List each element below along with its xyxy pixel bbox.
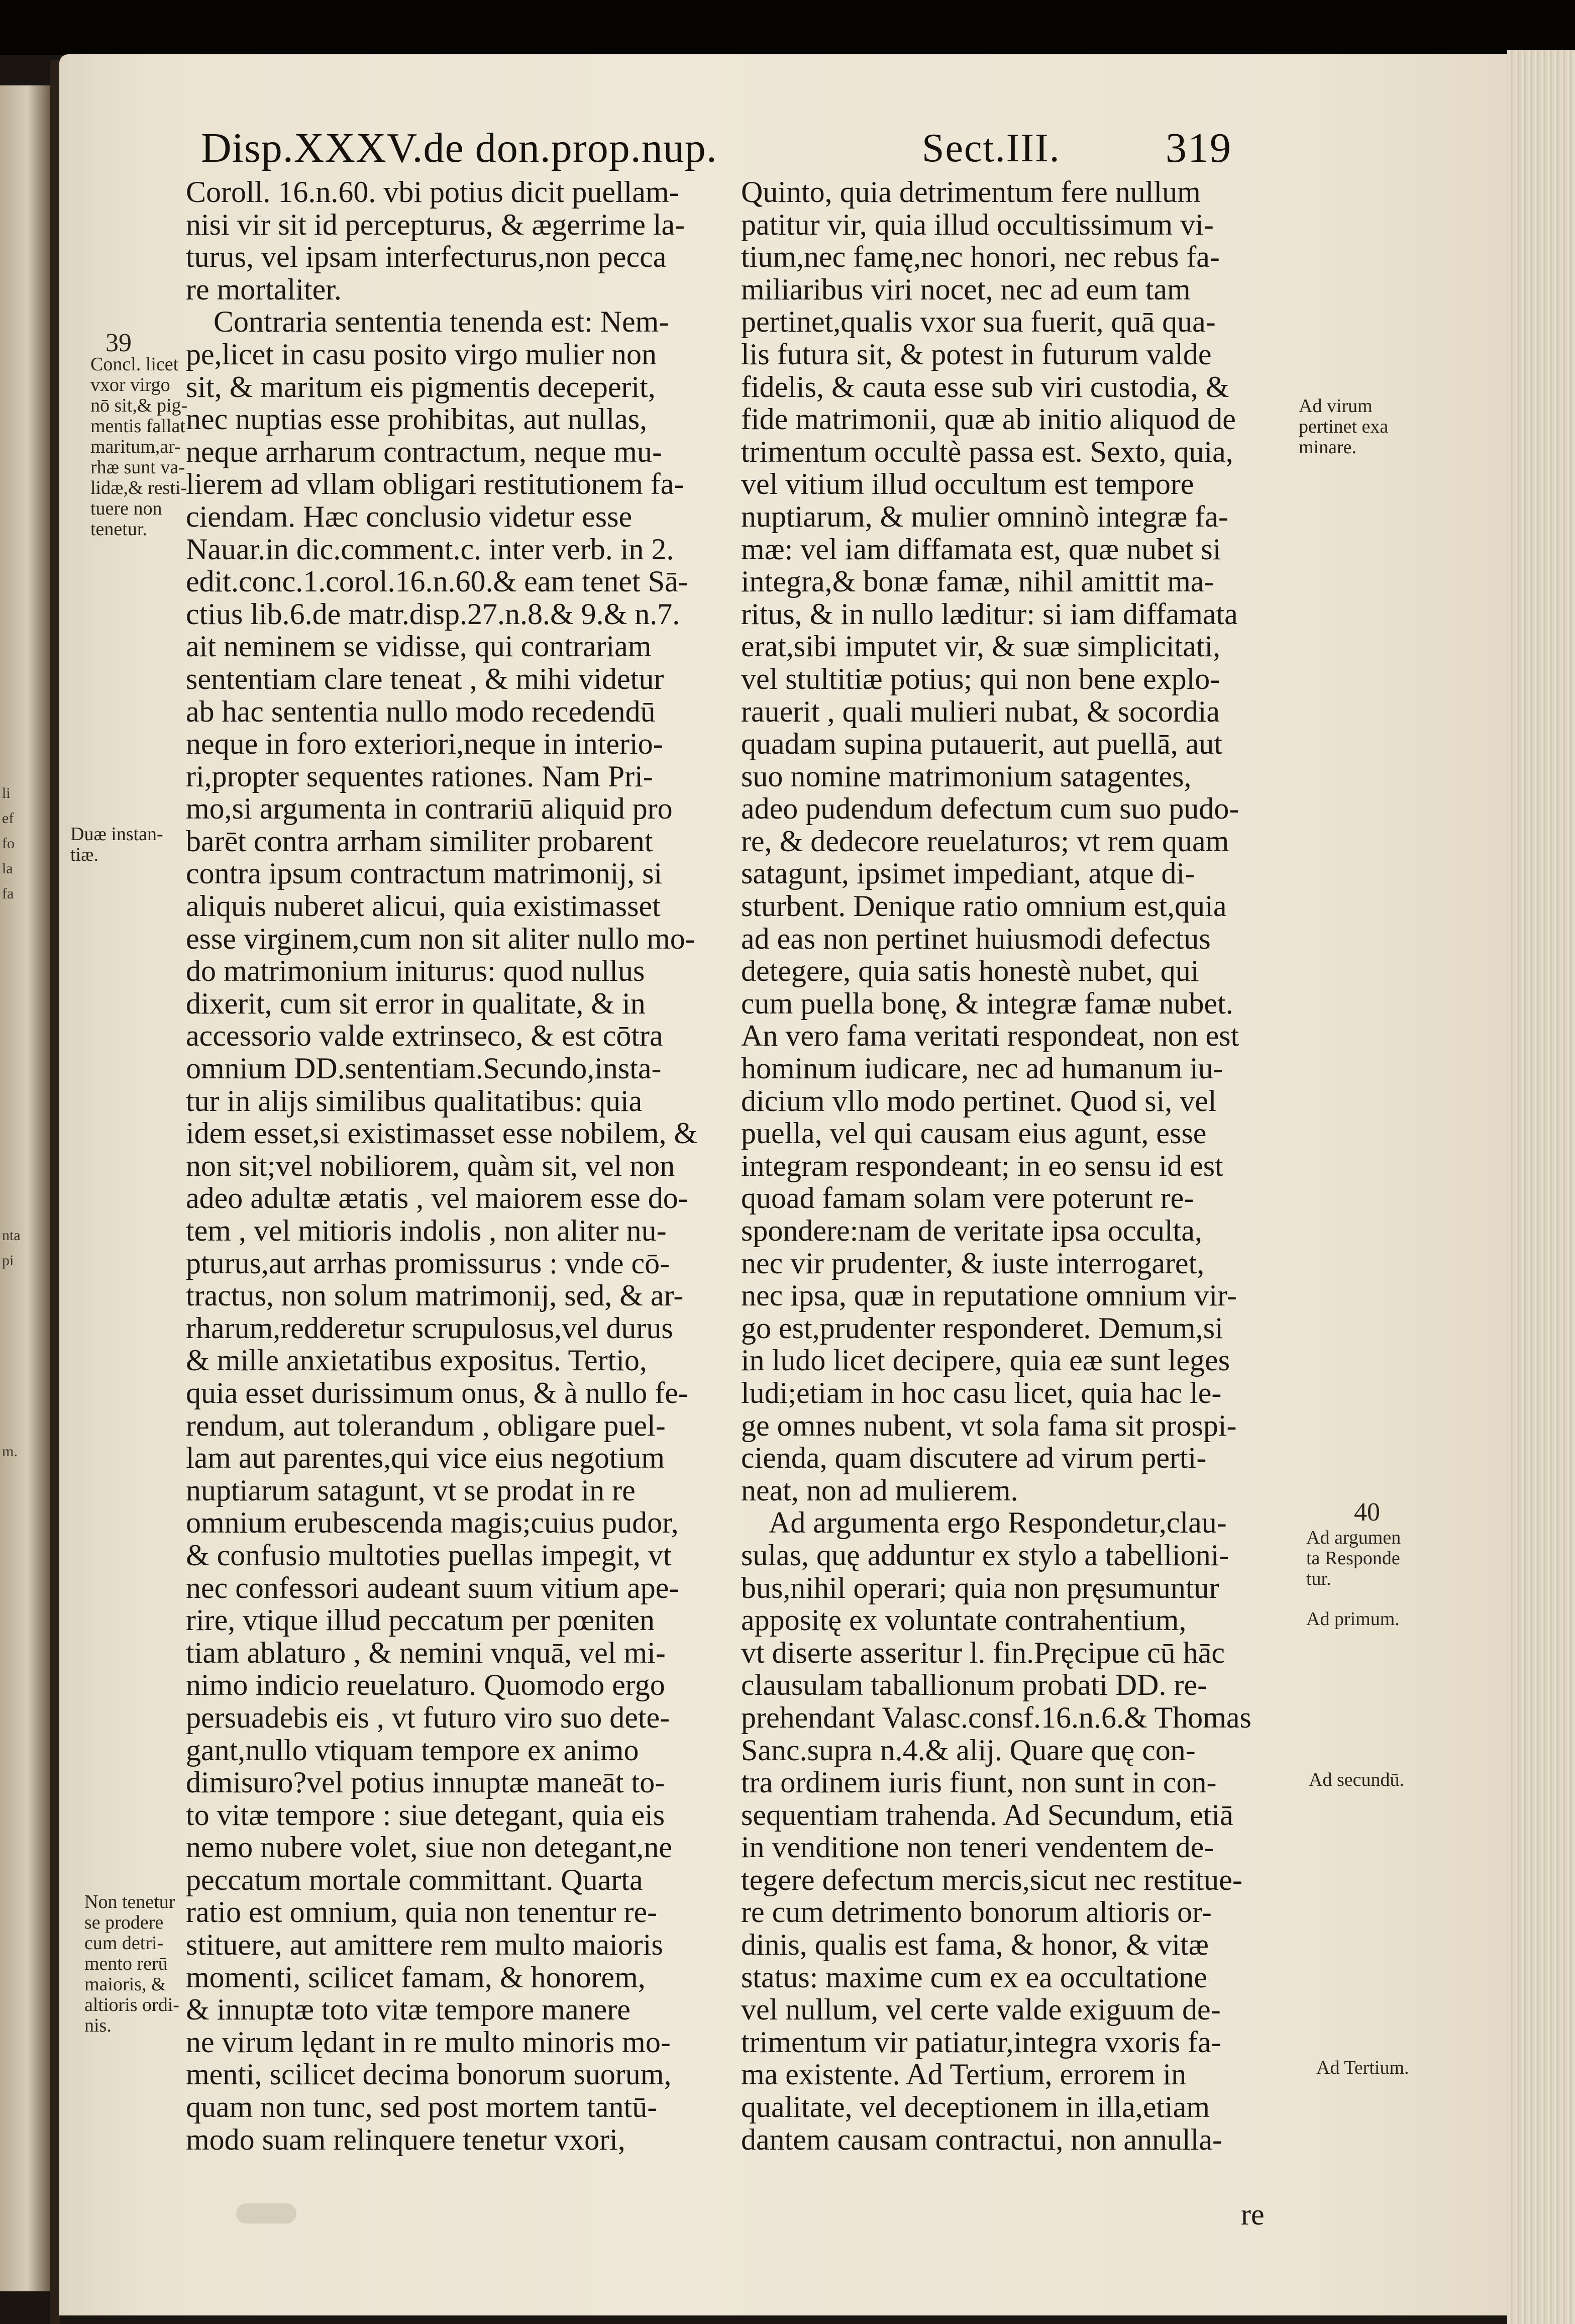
text-line: mo,si argumenta in contrariū aliquid pro bbox=[186, 792, 673, 826]
book-gutter bbox=[50, 60, 60, 2324]
text-line: stituere, aut amittere rem multo maioris bbox=[186, 1928, 663, 1962]
text-line: quia esset durissimum onus, & à nullo fe- bbox=[186, 1376, 688, 1409]
text-line: momenti, scilicet famam, & honorem, bbox=[186, 1960, 646, 1994]
text-line: Quinto, quia detrimentum fere nullum bbox=[741, 175, 1201, 209]
text-line: pertinet,qualis vxor sua fuerit, quā qua- bbox=[741, 305, 1216, 339]
text-line: vel vitium illud occultum est tempore bbox=[741, 467, 1194, 501]
text-line: integram respondeant; in eo sensu id est bbox=[741, 1149, 1223, 1182]
margin-note-ad-argumenta bbox=[1306, 1528, 1401, 1589]
text-line: barēt contra arrham similiter probarent bbox=[186, 824, 653, 858]
margin-note-non-tenetur bbox=[84, 1892, 179, 2036]
margin-note-ad-secundum: Ad secundū. bbox=[1309, 1769, 1404, 1790]
margin-number-39: 39 bbox=[106, 329, 132, 357]
text-line: esse virginem,cum non sit aliter nullo mo- bbox=[186, 922, 695, 955]
text-line: dimisuro?vel potius innuptæ maneāt to- bbox=[186, 1766, 665, 1799]
scan-background-top bbox=[0, 0, 1575, 55]
text-line: qualitate, vel deceptionem in illa,etiam bbox=[741, 2090, 1210, 2124]
text-line: satagunt, ipsimet impediant, atque di- bbox=[741, 857, 1195, 890]
text-line: ne virum lędant in re multo minoris mo- bbox=[186, 2025, 671, 2059]
text-line: in venditione non teneri vendentem de- bbox=[741, 1831, 1214, 1864]
text-line: peccatum mortale committant. Quarta bbox=[186, 1863, 643, 1896]
ink-smudge bbox=[236, 2203, 296, 2224]
text-line: rauerit , quali mulieri nubat, & socordia bbox=[741, 694, 1220, 728]
text-line: Coroll. 16.n.60. vbi potius dicit puellam- bbox=[186, 175, 679, 209]
margin-note-ad-primum: Ad primum. bbox=[1306, 1608, 1400, 1630]
text-line: puella, vel qui causam eius agunt, esse bbox=[741, 1117, 1207, 1150]
text-line: bus,nihil operari; quia non pręsumuntur bbox=[741, 1571, 1219, 1604]
text-line: nimo indicio reuelaturo. Quomodo ergo bbox=[186, 1668, 665, 1702]
text-line: vt diserte asseritur l. fin.Pręcipue cū hāc bbox=[741, 1636, 1225, 1669]
text-line: rire, vtique illud peccatum per pœniten bbox=[186, 1603, 655, 1637]
text-line: pe,licet in casu posito virgo mulier non bbox=[186, 337, 657, 371]
margin-note-line: mento rerū bbox=[84, 1953, 168, 1974]
text-line: miliaribus viri nocet, nec ad eum tam bbox=[741, 272, 1191, 306]
text-line: lis futura sit, & potest in futurum valde bbox=[741, 337, 1212, 371]
text-line: dicium vllo modo pertinet. Quod si, vel bbox=[741, 1084, 1217, 1118]
text-line: lierem ad vllam obligari restitutionem fa- bbox=[186, 467, 684, 501]
margin-note-line: nō sit,& pig- bbox=[90, 395, 188, 416]
text-line: nuptiarum, & mulier omninò integræ fa- bbox=[741, 499, 1228, 533]
margin-note-line: Ad argumen bbox=[1306, 1527, 1401, 1548]
text-line: rendum, aut tolerandum , obligare puel- bbox=[186, 1408, 666, 1442]
text-line: sit, & maritum eis pigmentis deceperit, bbox=[186, 370, 656, 403]
text-line: tractus, non solum matrimonij, sed, & ar- bbox=[186, 1279, 684, 1312]
text-line: idem esset,si existimasset esse nobilem, & bbox=[186, 1117, 698, 1150]
previous-page-edge bbox=[0, 85, 50, 2291]
text-line: patitur vir, quia illud occultissimum vi- bbox=[741, 208, 1214, 241]
text-line: trimentum vir patiatur,integra vxoris fa- bbox=[741, 2025, 1221, 2059]
section-label: Sect.III. bbox=[922, 126, 1061, 170]
text-line: tegere defectum mercis,sicut nec restitue- bbox=[741, 1863, 1242, 1896]
text-line: modo suam relinquere tenetur vxori, bbox=[186, 2123, 625, 2156]
text-line: status: maxime cum ex ea occultatione bbox=[741, 1960, 1208, 1994]
text-line: nec ipsa, quæ in reputatione omnium vir- bbox=[741, 1279, 1237, 1312]
text-line: tium,nec famę,nec honori, nec rebus fa- bbox=[741, 240, 1220, 274]
running-header bbox=[136, 121, 1232, 176]
text-line: & confusio multoties puellas impegit, vt bbox=[186, 1538, 672, 1572]
text-line: in ludo licet decipere, quia eæ sunt leges bbox=[741, 1344, 1230, 1377]
text-line: ludi;etiam in hoc casu licet, quia hac le- bbox=[741, 1376, 1222, 1409]
prev-page-fragment: pi bbox=[2, 1252, 14, 1269]
text-line: quadam supina putauerit, aut puellā, aut bbox=[741, 727, 1223, 761]
text-line: to vitæ tempore : siue detegant, quia eis bbox=[186, 1798, 665, 1832]
text-line: & innuptæ toto vitæ tempore manere bbox=[186, 1993, 631, 2027]
text-line: ri,propter sequentes rationes. Nam Pri- bbox=[186, 759, 653, 793]
text-line: quam non tunc, sed post mortem tantū- bbox=[186, 2090, 658, 2124]
text-line: menti, scilicet decima bonorum suorum, bbox=[186, 2058, 672, 2091]
catchword: re bbox=[1241, 2198, 1265, 2231]
margin-note-line: tur. bbox=[1306, 1568, 1331, 1589]
text-line: prehendant Valasc.consf.16.n.6.& Thomas bbox=[741, 1700, 1251, 1734]
margin-note-line: altioris ordi- bbox=[84, 1994, 179, 2015]
prev-page-fragment: fa bbox=[2, 885, 14, 902]
prev-page-fragment: la bbox=[2, 860, 13, 877]
text-line: omnium DD.sententiam.Secundo,insta- bbox=[186, 1052, 662, 1085]
text-line: adeo adultæ ætatis , vel maiorem esse do- bbox=[186, 1181, 688, 1215]
page-stack-edge bbox=[1507, 50, 1575, 2324]
text-line: re, & dedecore reuelaturos; vt rem quam bbox=[741, 824, 1229, 858]
text-line: gant,nullo vtiquam tempore ex animo bbox=[186, 1733, 639, 1767]
margin-note-line: maritum,ar- bbox=[90, 436, 181, 457]
text-line: ma existente. Ad Tertium, errorem in bbox=[741, 2058, 1187, 2091]
margin-note-line: lidæ,& resti- bbox=[90, 477, 187, 498]
text-line: nemo nubere volet, siue non detegant,ne bbox=[186, 1831, 673, 1864]
margin-note-duae-instantiae bbox=[70, 824, 163, 865]
text-line: do matrimonium initurus: quod nullus bbox=[186, 954, 645, 988]
margin-note-line: mentis fallat bbox=[90, 416, 185, 437]
margin-note-ad-tertium: Ad Tertium. bbox=[1316, 2057, 1409, 2078]
text-line: appositę ex voluntate contrahentium, bbox=[741, 1603, 1187, 1637]
text-line: omnium erubescenda magis;cuius pudor, bbox=[186, 1506, 679, 1540]
text-line: re mortaliter. bbox=[186, 272, 342, 306]
text-line: nec vir prudenter, & iuste interrogaret, bbox=[741, 1246, 1205, 1280]
text-line: vel stultitiæ potius; qui non bene explo- bbox=[741, 662, 1220, 695]
text-line: nec nuptias esse prohibitas, aut nullas, bbox=[186, 402, 648, 436]
text-line: Ad argumenta ergo Respondetur,clau- bbox=[769, 1506, 1227, 1540]
text-line: accessorio valde extrinseco, & est cōtra bbox=[186, 1019, 663, 1053]
margin-note-line: tenetur. bbox=[90, 519, 147, 540]
text-line: dinis, qualis est fama, & honor, & vitæ bbox=[741, 1928, 1209, 1962]
text-line: fidelis, & cauta esse sub viri custodia, & bbox=[741, 370, 1229, 403]
text-line: dantem causam contractui, non annulla- bbox=[741, 2123, 1222, 2156]
text-line: ctius lib.6.de matr.disp.27.n.8.& 9.& n.7. bbox=[186, 597, 680, 631]
text-line: tur in alijs similibus qualitatibus: quia bbox=[186, 1084, 643, 1118]
text-line: tiam ablaturo , & nemini vnquā, vel mi- bbox=[186, 1636, 666, 1669]
text-line: Sanc.supra n.4.& alij. Quare quę con- bbox=[741, 1733, 1196, 1767]
text-line: ab hac sententia nullo modo recedendū bbox=[186, 694, 656, 728]
text-line: vel nullum, vel certe valde exiguum de- bbox=[741, 1993, 1221, 2027]
text-line: sententiam clare teneat , & mihi videtur bbox=[186, 662, 664, 695]
text-line: neque arrharum contractum, neque mu- bbox=[186, 435, 662, 468]
margin-note-line: minare. bbox=[1299, 437, 1357, 458]
text-line: hominum iudicare, nec ad humanum iu- bbox=[741, 1052, 1223, 1085]
text-line: tem , vel mitioris indolis , non aliter nu- bbox=[186, 1214, 667, 1247]
text-line: spondere:nam de veritate ipsa occulta, bbox=[741, 1214, 1202, 1247]
margin-note-ad-virum bbox=[1299, 396, 1388, 458]
text-line: clausulam taballionum probati DD. re- bbox=[741, 1668, 1208, 1702]
text-line: edit.conc.1.corol.16.n.60.& eam tenet Sā- bbox=[186, 565, 688, 598]
margin-note-line: rhæ sunt va- bbox=[90, 457, 185, 478]
text-line: An vero fama veritati respondeat, non est bbox=[741, 1019, 1239, 1053]
text-line: lam aut parentes,qui vice eius negotium bbox=[186, 1441, 665, 1475]
prev-page-fragment: m. bbox=[2, 1443, 18, 1460]
prev-page-fragment: nta bbox=[2, 1227, 21, 1244]
text-line: sulas, quę adduntur ex stylo a tabellioni- bbox=[741, 1538, 1229, 1572]
margin-note-line: vxor virgo bbox=[90, 374, 170, 395]
prev-page-fragment: ef bbox=[2, 810, 14, 827]
running-title: Disp.XXXV.de don.prop.nup. bbox=[201, 125, 717, 171]
text-line: quoad famam solam vere poterunt re- bbox=[741, 1181, 1194, 1215]
text-line: dixerit, cum sit error in qualitate, & in bbox=[186, 986, 646, 1020]
text-line: trimentum occultè passa est. Sexto, quia, bbox=[741, 435, 1233, 468]
text-line: ritus, & in nullo læditur: si iam diffamata bbox=[741, 597, 1238, 631]
margin-note-line: maioris, & bbox=[84, 1974, 166, 1995]
text-line: Nauar.in dic.comment.c. inter verb. in 2. bbox=[186, 532, 674, 566]
text-line: ciendam. Hæc conclusio videtur esse bbox=[186, 499, 633, 533]
text-line: integra,& bonæ famæ, nihil amittit ma- bbox=[741, 565, 1214, 598]
margin-note-line: pertinet exa bbox=[1299, 416, 1389, 437]
text-line: turus, vel ipsam interfecturus,non pecca bbox=[186, 240, 667, 274]
text-line: go est,prudenter responderet. Demum,si bbox=[741, 1311, 1223, 1345]
margin-note-line: Duæ instan- bbox=[70, 824, 163, 845]
text-line: nec confessori audeant suum vitium ape- bbox=[186, 1571, 679, 1604]
text-line: rharum,redderetur scrupulosus,vel durus bbox=[186, 1311, 673, 1345]
text-line: sequentiam trahenda. Ad Secundum, etiā bbox=[741, 1798, 1233, 1832]
text-line: ge omnes nubent, vt sola fama sit prospi- bbox=[741, 1408, 1237, 1442]
text-line: non sit;vel nobiliorem, quàm sit, vel non bbox=[186, 1149, 675, 1182]
margin-note-line: Ad virum bbox=[1299, 395, 1373, 417]
text-line: cum puella bonę, & integræ famæ nubet. bbox=[741, 986, 1233, 1020]
margin-note-line: tuere non bbox=[90, 498, 162, 519]
text-line: adeo pudendum defectum cum suo pudo- bbox=[741, 792, 1239, 826]
text-line: tra ordinem iuris fiunt, non sunt in con- bbox=[741, 1766, 1217, 1799]
page-number: 319 bbox=[1166, 125, 1232, 171]
text-line: Contraria sententia tenenda est: Nem- bbox=[214, 305, 669, 339]
text-line: ratio est omnium, quia non tenentur re- bbox=[186, 1895, 658, 1929]
text-line: neat, non ad mulierem. bbox=[741, 1473, 1018, 1507]
text-line: neque in foro exteriori,neque in interio- bbox=[186, 727, 663, 761]
margin-number-40: 40 bbox=[1354, 1498, 1380, 1527]
text-line: & mille anxietatibus expositus. Tertio, bbox=[186, 1344, 647, 1377]
text-line: cienda, quam discutere ad virum perti- bbox=[741, 1441, 1207, 1475]
text-line: detegere, quia satis honestè nubet, qui bbox=[741, 954, 1199, 988]
prev-page-fragment: li bbox=[2, 785, 11, 801]
text-line: persuadebis eis , vt futuro viro suo dete- bbox=[186, 1700, 670, 1734]
text-line: mæ: vel iam diffamata est, quæ nubet si bbox=[741, 532, 1221, 566]
text-line: re cum detrimento bonorum altioris or- bbox=[741, 1895, 1212, 1929]
margin-note-line: nis. bbox=[84, 2015, 112, 2036]
text-line: suo nomine matrimonium satagentes, bbox=[741, 759, 1192, 793]
text-line: erat,sibi imputet vir, & suæ simplicitati, bbox=[741, 630, 1221, 663]
margin-note-conclusion bbox=[90, 354, 187, 540]
prev-page-fragment: fo bbox=[2, 835, 15, 852]
right-text-column bbox=[741, 176, 1309, 2156]
margin-note-line: Non tenetur bbox=[84, 1891, 175, 1912]
margin-note-line: se prodere bbox=[84, 1912, 164, 1933]
text-line: ait neminem se vidisse, qui contrariam bbox=[186, 630, 652, 663]
text-line: nuptiarum satagunt, vt se prodat in re bbox=[186, 1473, 636, 1507]
text-line: contra ipsum contractum matrimonij, si bbox=[186, 857, 663, 890]
text-line: ad eas non pertinet huiusmodi defectus bbox=[741, 922, 1211, 955]
margin-note-line: cum detri- bbox=[84, 1933, 164, 1954]
text-line: sturbent. Denique ratio omnium est,quia bbox=[741, 889, 1227, 923]
text-line: nisi vir sit id percepturus, & ægerrime la- bbox=[186, 208, 685, 241]
margin-note-line: tiæ. bbox=[70, 844, 98, 865]
text-line: pturus,aut arrhas promissurus : vnde cō- bbox=[186, 1246, 670, 1280]
margin-note-line: Concl. licet bbox=[90, 354, 179, 375]
text-line: aliquis nuberet alicui, quia existimasset bbox=[186, 889, 661, 923]
margin-note-line: ta Responde bbox=[1306, 1548, 1400, 1569]
text-line: fide matrimonii, quæ ab initio aliquod de bbox=[741, 402, 1236, 436]
left-text-column bbox=[186, 176, 739, 2156]
